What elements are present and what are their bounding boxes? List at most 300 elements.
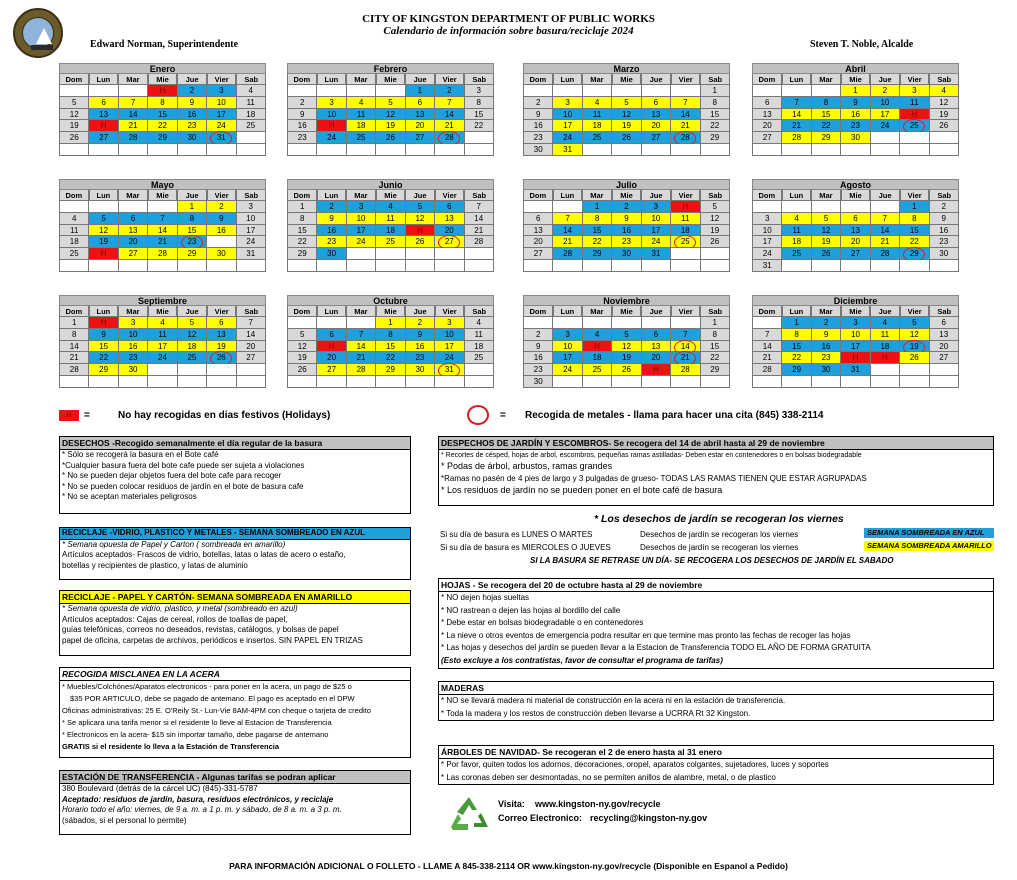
weekday-label: Jue xyxy=(177,306,207,317)
calendar-day: 28 xyxy=(871,248,900,260)
holiday-day: H xyxy=(671,201,700,213)
calendar-day xyxy=(237,364,266,376)
calendar-day: 29 xyxy=(583,248,612,260)
weekday-header xyxy=(287,74,494,85)
calendar-day: 23 xyxy=(523,364,553,376)
calendar-day: 30 xyxy=(317,248,346,260)
calendar-day: 25 xyxy=(782,248,811,260)
calendar-day: 29 xyxy=(376,364,405,376)
calendar-day: 7 xyxy=(752,329,782,341)
jardin-box xyxy=(438,436,994,506)
week-row xyxy=(59,225,266,237)
weekday-header xyxy=(287,306,494,317)
calendar-day: 16 xyxy=(930,225,959,237)
visit-url[interactable]: www.kingston-ny.gov/recycle xyxy=(535,799,661,809)
calendar-day: 25 xyxy=(347,132,376,144)
miscelanea-title: RECOGIDA MISCLANEA EN LA ACERA xyxy=(60,668,410,681)
calendar-day: 26 xyxy=(930,120,959,132)
week-row xyxy=(287,260,494,272)
calendar-day: 18 xyxy=(583,352,612,364)
calendar-day: 2 xyxy=(406,317,435,329)
calendar-day: 21 xyxy=(671,352,700,364)
calendar-day: 2 xyxy=(523,97,553,109)
calendar-day xyxy=(553,85,582,97)
calendar-day: 15 xyxy=(376,341,405,353)
calendar-day: 1 xyxy=(900,201,929,213)
calendar-day xyxy=(207,260,236,272)
month-name: Mayo xyxy=(59,179,266,190)
calendar-day: 30 xyxy=(841,132,870,144)
email-label: Correo Electronico: xyxy=(498,813,583,823)
weekday-label: Mar xyxy=(811,190,841,201)
calendar-day xyxy=(900,132,929,144)
calendar-day: 2 xyxy=(612,201,641,213)
weekday-label: Mie xyxy=(841,190,871,201)
viernes-note: SI LA BASURA SE RETRASE UN DÍA- SE RECOGERA LOS DESECHOS DE JARDÍN EL SABADO xyxy=(530,556,894,565)
calendar-day xyxy=(406,260,435,272)
weekday-label: Lun xyxy=(782,190,812,201)
calendar-day: 20 xyxy=(435,225,464,237)
weekday-label: Lun xyxy=(553,306,583,317)
weekday-label: Mie xyxy=(376,306,406,317)
maderas-box xyxy=(438,681,994,721)
calendar-day: 25 xyxy=(376,236,405,248)
calendar-day: 5 xyxy=(900,317,929,329)
calendar-day: 26 xyxy=(612,132,641,144)
calendar-day: 22 xyxy=(287,236,317,248)
week-row xyxy=(752,225,959,237)
week-row xyxy=(523,341,730,353)
calendar-day: 12 xyxy=(59,109,89,121)
calendar-day xyxy=(841,260,870,272)
calendar-day: 2 xyxy=(871,85,900,97)
holiday-day: H xyxy=(841,352,870,364)
calendar-day: 7 xyxy=(347,329,376,341)
calendar-day xyxy=(612,260,641,272)
calendar-day: 19 xyxy=(812,236,841,248)
email-link[interactable]: recycling@kingston-ny.gov xyxy=(590,813,708,823)
calendar-day: 30 xyxy=(930,248,959,260)
weekday-label: Mar xyxy=(118,306,148,317)
calendar-day xyxy=(752,144,782,156)
calendar-day: 10 xyxy=(752,225,782,237)
month-name: Octubre xyxy=(287,295,494,306)
calendar-day: 19 xyxy=(207,341,236,353)
week-row xyxy=(752,352,959,364)
weekday-label: Dom xyxy=(287,190,317,201)
calendar-day: 27 xyxy=(237,352,266,364)
calendar-day: 14 xyxy=(553,225,582,237)
calendar-day: 8 xyxy=(178,213,207,225)
calendar-day: 22 xyxy=(782,352,811,364)
calendar-day: 16 xyxy=(812,341,841,353)
calendar-day: 20 xyxy=(642,120,671,132)
calendar-day xyxy=(119,201,148,213)
calendar-day: 1 xyxy=(406,85,435,97)
calendar-day xyxy=(376,260,405,272)
calendar-day: 21 xyxy=(752,352,782,364)
weekday-label: Lun xyxy=(553,190,583,201)
week-row xyxy=(523,213,730,225)
calendar-day xyxy=(871,132,900,144)
week-row xyxy=(287,376,494,388)
calendar-day: 8 xyxy=(812,97,841,109)
calendar-day: 30 xyxy=(119,364,148,376)
hojas-title: HOJAS - Se recogera del 20 de octubre hasta al 29 de noviembre xyxy=(439,579,993,592)
week-row xyxy=(523,352,730,364)
month-marzo xyxy=(523,63,730,156)
calendar-day: 29 xyxy=(287,248,317,260)
calendar-day: 18 xyxy=(671,225,700,237)
month-name: Noviembre xyxy=(523,295,730,306)
calendar-day: 17 xyxy=(642,225,671,237)
week-row xyxy=(287,109,494,121)
calendar-day: 2 xyxy=(317,201,346,213)
weekday-label: Lun xyxy=(317,190,347,201)
weekday-header xyxy=(523,306,730,317)
calendar-day xyxy=(871,201,900,213)
weekday-label: Vier xyxy=(900,190,930,201)
calendar-day: 5 xyxy=(701,201,730,213)
weekday-label: Lun xyxy=(89,190,119,201)
calendar-day xyxy=(89,376,118,388)
weekday-label: Mie xyxy=(148,306,178,317)
calendar-day: 22 xyxy=(812,120,841,132)
calendar-day: 3 xyxy=(237,201,266,213)
calendar-day: 27 xyxy=(642,132,671,144)
calendar-day: 13 xyxy=(523,225,553,237)
calendar-day: 22 xyxy=(148,120,177,132)
calendar-day: 17 xyxy=(752,236,782,248)
weekday-label: Mie xyxy=(148,74,178,85)
calendar-day: 19 xyxy=(59,120,89,132)
calendar-day xyxy=(930,144,959,156)
calendar-day: 15 xyxy=(583,225,612,237)
calendar-day xyxy=(642,376,671,388)
mayor: Steven T. Noble, Alcalde xyxy=(810,39,914,50)
weekday-label: Sab xyxy=(700,190,730,201)
calendar-day: 15 xyxy=(148,109,177,121)
week-row xyxy=(523,317,730,329)
weekday-header xyxy=(287,190,494,201)
calendar-day: 5 xyxy=(612,329,641,341)
week-row xyxy=(287,329,494,341)
weekday-header xyxy=(752,306,959,317)
calendar-day: 2 xyxy=(178,85,207,97)
calendar-day: 3 xyxy=(900,85,929,97)
weekday-label: Jue xyxy=(405,306,435,317)
weekday-label: Mar xyxy=(346,190,376,201)
calendar-day: 29 xyxy=(148,132,177,144)
calendar-day: 19 xyxy=(701,225,730,237)
jardin-line: * Podas de árbol, arbustos, ramas grandes xyxy=(441,461,613,471)
calendar-day: 9 xyxy=(523,109,553,121)
hojas-line: (Esto excluye a los contratistas, favor de consultar el programa de tarifas) xyxy=(441,655,723,665)
week-row xyxy=(59,317,266,329)
jardin-line: * Recortes de césped, hojas de arbol, escombros, pequeñas ramas astilladas- Deben estar en contenedores o en bolsas biodegradable xyxy=(441,452,862,459)
reciclaje-azul-line: * Semana opuesta de Papel y Carton ( sombreada en amarillo) xyxy=(62,539,286,549)
calendar-day: 5 xyxy=(287,329,317,341)
weekday-label: Dom xyxy=(59,74,89,85)
week-row xyxy=(752,341,959,353)
calendar-day: 10 xyxy=(317,109,346,121)
calendar-day: 29 xyxy=(701,132,730,144)
calendar-day: 29 xyxy=(178,248,207,260)
calendar-day: 11 xyxy=(583,109,612,121)
calendar-day: 5 xyxy=(178,317,207,329)
calendar-day: 24 xyxy=(871,120,900,132)
calendar-day xyxy=(237,260,266,272)
calendar-day: 16 xyxy=(119,341,148,353)
calendar-day: 8 xyxy=(376,329,405,341)
holiday-day: H xyxy=(89,317,118,329)
calendar-day xyxy=(406,144,435,156)
calendar-day: 13 xyxy=(89,109,118,121)
calendar-day: 4 xyxy=(782,213,811,225)
calendar-day: 2 xyxy=(523,329,553,341)
calendar-day: 4 xyxy=(930,85,959,97)
calendar-day: 12 xyxy=(701,213,730,225)
weekday-label: Vier xyxy=(207,306,237,317)
calendar-day xyxy=(553,376,582,388)
calendar-day: 11 xyxy=(237,97,266,109)
calendar-day xyxy=(435,248,464,260)
calendar-day: 6 xyxy=(89,97,118,109)
calendar-day xyxy=(841,144,870,156)
viernes-row2-a: Si su día de basura es MIERCOLES O JUEVES xyxy=(440,543,611,552)
calendar-day xyxy=(671,376,700,388)
calendar-day: 22 xyxy=(89,352,118,364)
calendar-day: 16 xyxy=(178,109,207,121)
calendar-day: 12 xyxy=(930,97,959,109)
calendar-day: 6 xyxy=(841,213,870,225)
calendar-day: 28 xyxy=(782,132,811,144)
calendar-day: 2 xyxy=(207,201,236,213)
calendar-day xyxy=(583,260,612,272)
month-name: Septiembre xyxy=(59,295,266,306)
week-row xyxy=(523,85,730,97)
calendar-day xyxy=(583,376,612,388)
weekday-label: Dom xyxy=(523,74,553,85)
calendar-day: 4 xyxy=(59,213,89,225)
calendar-day: 31 xyxy=(553,144,582,156)
calendar-day: 7 xyxy=(871,213,900,225)
week-row xyxy=(523,97,730,109)
calendar-day xyxy=(89,85,118,97)
calendar-day: 10 xyxy=(207,97,236,109)
calendar-day: 3 xyxy=(347,201,376,213)
calendar-day: 14 xyxy=(465,213,494,225)
calendar-day: 16 xyxy=(317,225,346,237)
calendar-day: 23 xyxy=(612,236,641,248)
calendar-day: 31 xyxy=(752,260,782,272)
calendar-day: 26 xyxy=(376,132,405,144)
weekday-label: Jue xyxy=(870,190,900,201)
calendar-day: 7 xyxy=(237,317,266,329)
calendar-day xyxy=(435,144,464,156)
calendar-day: 7 xyxy=(671,329,700,341)
calendar-day xyxy=(287,376,317,388)
weekday-label: Dom xyxy=(287,306,317,317)
calendar-day: 20 xyxy=(523,236,553,248)
weekday-header xyxy=(752,74,959,85)
weekday-label: Dom xyxy=(752,306,782,317)
calendar-day xyxy=(317,376,346,388)
calendar-day: 8 xyxy=(900,213,929,225)
calendar-day: 13 xyxy=(752,109,782,121)
calendar-day: 30 xyxy=(812,364,841,376)
calendar-day: 15 xyxy=(178,225,207,237)
calendar-day xyxy=(900,364,929,376)
calendar-day xyxy=(148,201,177,213)
calendar-day xyxy=(287,144,317,156)
calendar-day: 17 xyxy=(553,120,582,132)
desechos-title: DESECHOS -Recogido semanalmente el día regular de la basura xyxy=(60,437,410,450)
calendar-day: 26 xyxy=(207,352,236,364)
week-row xyxy=(523,329,730,341)
calendar-day xyxy=(841,201,870,213)
calendar-day: 28 xyxy=(465,236,494,248)
calendar-day: 6 xyxy=(119,213,148,225)
calendar-day: 3 xyxy=(553,97,582,109)
calendar-day: 26 xyxy=(406,236,435,248)
weekday-label: Mie xyxy=(612,190,642,201)
calendar-day xyxy=(841,376,870,388)
calendar-day: 7 xyxy=(119,97,148,109)
calendar-day: 21 xyxy=(871,236,900,248)
calendar-day: 31 xyxy=(435,364,464,376)
calendar-day: 13 xyxy=(642,109,671,121)
reciclaje-amarillo-title: RECICLAJE - PAPEL Y CARTÓN- SEMANA SOMBREADA EN AMARILLO xyxy=(60,591,410,604)
calendar-day xyxy=(119,85,148,97)
calendar-day: 14 xyxy=(871,225,900,237)
calendar-day: 1 xyxy=(841,85,870,97)
calendar-day: 7 xyxy=(435,97,464,109)
calendar-day xyxy=(347,144,376,156)
hojas-box xyxy=(438,578,994,669)
reciclaje-amarillo-line: Artículos aceptados: Cajas de cereal, rollos de toallas de papel, xyxy=(62,614,288,624)
weekday-header xyxy=(523,74,730,85)
calendar-day: 20 xyxy=(841,236,870,248)
calendar-day: 19 xyxy=(930,109,959,121)
calendar-day: 18 xyxy=(237,109,266,121)
weekday-label: Jue xyxy=(405,190,435,201)
calendar-day: 16 xyxy=(841,109,870,121)
calendar-day: 17 xyxy=(553,352,582,364)
calendar-day xyxy=(465,144,494,156)
calendar-day: 3 xyxy=(317,97,346,109)
calendar-day: 18 xyxy=(782,236,811,248)
calendar-day: 6 xyxy=(752,97,782,109)
calendar-day xyxy=(752,317,782,329)
calendar-day: 10 xyxy=(237,213,266,225)
holiday-day: H xyxy=(317,341,346,353)
week-row xyxy=(59,132,266,144)
weekday-label: Sab xyxy=(236,306,266,317)
week-row xyxy=(59,248,266,260)
week-row xyxy=(287,132,494,144)
calendar-day: 13 xyxy=(642,341,671,353)
calendar-day: 8 xyxy=(465,97,494,109)
calendar-day xyxy=(930,132,959,144)
calendar-day xyxy=(119,260,148,272)
calendar-day: 8 xyxy=(583,213,612,225)
weekday-label: Sab xyxy=(236,190,266,201)
calendar-day xyxy=(148,364,177,376)
calendar-day: 21 xyxy=(465,225,494,237)
reciclaje-amarillo-box xyxy=(59,590,411,656)
calendar-day xyxy=(553,201,582,213)
recycle-icon xyxy=(447,795,492,833)
weekday-label: Sab xyxy=(464,74,494,85)
calendar-day xyxy=(237,144,266,156)
calendar-day: 9 xyxy=(930,213,959,225)
calendar-day xyxy=(376,248,405,260)
calendar-day: 14 xyxy=(671,109,700,121)
week-row xyxy=(59,120,266,132)
week-row xyxy=(752,120,959,132)
calendar-day xyxy=(523,85,553,97)
calendar-day: 9 xyxy=(89,329,118,341)
calendar-day: 17 xyxy=(347,225,376,237)
calendar-day: 25 xyxy=(583,132,612,144)
maderas-title: MADERAS xyxy=(439,682,993,695)
calendar-day: 9 xyxy=(612,213,641,225)
week-row xyxy=(59,85,266,97)
calendar-day: 7 xyxy=(553,213,582,225)
calendar-day: 20 xyxy=(930,341,959,353)
weekday-label: Dom xyxy=(59,306,89,317)
estacion-box xyxy=(59,770,411,835)
calendar-day xyxy=(465,248,494,260)
calendar-day: 22 xyxy=(701,352,730,364)
superintendent: Edward Norman, Superintendente xyxy=(90,39,239,50)
calendar-day: 16 xyxy=(406,341,435,353)
calendar-day: 4 xyxy=(465,317,494,329)
calendar-day: 19 xyxy=(900,341,929,353)
week-row xyxy=(287,248,494,260)
month-agosto xyxy=(752,179,959,272)
calendar-day: 18 xyxy=(178,341,207,353)
calendar-day xyxy=(59,85,89,97)
calendar-day: 3 xyxy=(435,317,464,329)
weekday-label: Lun xyxy=(782,74,812,85)
estacion-title: ESTACIÓN DE TRANSFERENCIA - Algunas tarifas se podran aplicar xyxy=(60,771,410,784)
month-octubre xyxy=(287,295,494,388)
calendar-day: 10 xyxy=(347,213,376,225)
reciclaje-azul-title: RECICLAJE -VIDRIO, PLASTICO Y METALES - SEMANA SOMBREADO EN AZUL xyxy=(60,528,410,540)
blue-week-tag: SEMANA SOMBREADA EN AZUL xyxy=(864,528,994,538)
desechos-line: * No se pueden dejar objetos fuera del bote cafe para recoger xyxy=(62,471,282,480)
weekday-label: Vier xyxy=(207,74,237,85)
month-diciembre xyxy=(752,295,959,388)
calendar-day xyxy=(287,260,317,272)
calendar-day: 11 xyxy=(900,97,929,109)
holiday-legend-box: H xyxy=(59,410,79,421)
weekday-label: Vier xyxy=(435,190,465,201)
calendar-day: 20 xyxy=(406,120,435,132)
estacion-line: Horario todo el año: viernes, de 9 a. m. a 1 p. m. y sábado, de 8 a. m. a 3 p. m. xyxy=(62,805,342,814)
week-row xyxy=(59,236,266,248)
viernes-heading: * Los desechos de jardín se recogeran los viernes xyxy=(594,513,844,525)
weekday-label: Dom xyxy=(523,190,553,201)
calendar-day xyxy=(237,376,266,388)
calendar-day xyxy=(465,376,494,388)
calendar-day: 19 xyxy=(287,352,317,364)
calendar-day: 3 xyxy=(841,317,870,329)
weekday-label: Vier xyxy=(435,74,465,85)
calendar-day: 26 xyxy=(287,364,317,376)
